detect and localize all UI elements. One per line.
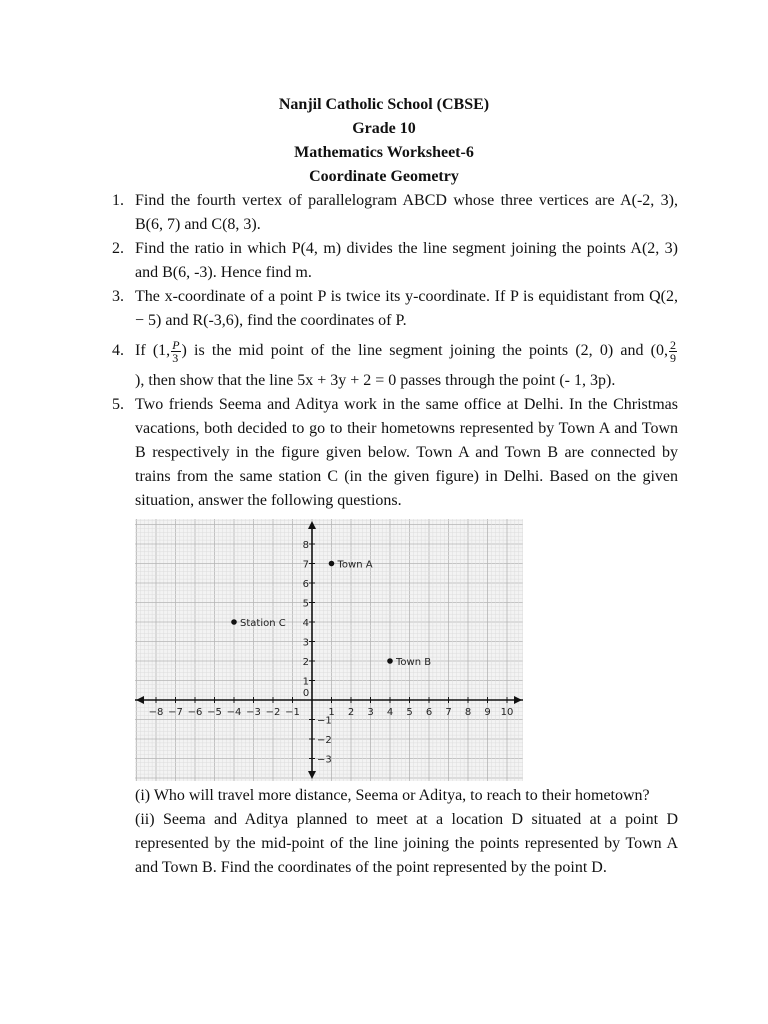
grade-label: Grade 10 [352, 120, 416, 137]
y-tick-label: 4 [302, 618, 309, 629]
question-list [112, 189, 678, 513]
x-tick-label: −2 [265, 707, 281, 718]
x-tick-label: −8 [148, 707, 164, 718]
topic-title: Coordinate Geometry [309, 168, 459, 185]
x-tick-label: 10 [500, 707, 514, 718]
question-text: If (1, [135, 342, 171, 359]
y-tick-label: 5 [302, 598, 309, 610]
y-tick-label: −1 [317, 715, 332, 727]
x-tick-label: 6 [425, 707, 433, 718]
worksheet-title: Mathematics Worksheet-6 [294, 144, 474, 161]
y-tick-label: 7 [302, 559, 309, 571]
question-text: Two friends Seema and Aditya work in the same office at Delhi. In the Christmas vacations, both decided to go to their hometowns represented by Town A and Town B respectively in the figure given below. Town A and Town B are connected by trains from the same station C (in the given figure) in Delhi. Based on the given situation, answer the following questions. [135, 396, 678, 509]
fraction-2-over-9 [669, 339, 677, 364]
x-tick-label: 1 [328, 707, 335, 718]
x-tick-label: −7 [168, 707, 183, 718]
y-tick-label: 8 [302, 540, 309, 551]
point-marker [329, 561, 335, 567]
y-tick-label: −2 [317, 735, 332, 746]
x-tick-label: −5 [207, 707, 222, 718]
x-tick-label: 4 [386, 707, 394, 718]
y-tick-label: 6 [302, 579, 309, 590]
fraction-numerator: P [172, 337, 180, 352]
point-label: Town B [396, 657, 432, 668]
fraction-p-over-3 [171, 339, 180, 364]
question-number: 4. [112, 342, 124, 359]
question-number: 3. [112, 288, 124, 305]
y-tick-label: 2 [302, 657, 309, 668]
sub-question-ii: (ii) Seema and Aditya planned to meet at a location D situated at a point D represented by the mid-point of the line joining the points represented by Town A and Town B. Find the coordinates of the point represented by the point D. [135, 811, 678, 876]
x-tick-label: −6 [187, 707, 203, 718]
question-5 [112, 393, 678, 513]
x-tick-label: 8 [464, 707, 472, 718]
y-tick-label: 1 [302, 676, 309, 688]
question-4 [112, 333, 678, 393]
fraction-denominator: 3 [172, 350, 179, 365]
question-text: ) is the mid point of the line segment joining the points (2, 0) and (0, [181, 342, 669, 359]
x-tick-label: 5 [406, 707, 413, 718]
x-tick-label: −3 [246, 707, 261, 718]
worksheet-header [0, 93, 768, 189]
question-number: 5. [112, 396, 124, 413]
point-label: Station C [240, 618, 286, 629]
question-text: Find the ratio in which P(4, m) divides the line segment joining the points A(2, 3) and B(6, -3). Hence find m. [135, 240, 678, 281]
x-tick-label: 3 [367, 707, 374, 718]
y-tick-label: −3 [317, 754, 332, 766]
fraction-denominator: 9 [670, 350, 677, 365]
school-name: Nanjil Catholic School (CBSE) [278, 96, 490, 113]
y-tick-label: 3 [302, 637, 309, 649]
coordinate-graph [135, 519, 523, 781]
question-2 [112, 237, 678, 285]
question-text: The x-coordinate of a point P is twice its y-coordinate. If P is equidistant from Q(2, − 5) and R(-3,6), find the coordinates of P. [135, 288, 678, 329]
x-tick-label: 0 [302, 688, 310, 699]
question-1 [112, 189, 678, 237]
question-number: 2. [112, 240, 124, 257]
sub-questions [135, 784, 678, 880]
question-number: 1. [112, 192, 124, 209]
question-text: Find the fourth vertex of parallelogram ABCD whose three vertices are A(-2, 3), B(6, 7) and C(8, 3). [135, 192, 678, 233]
x-tick-label: −4 [226, 707, 242, 718]
point-marker [231, 619, 237, 625]
question-3 [112, 285, 678, 333]
x-tick-label: 9 [484, 707, 491, 718]
x-tick-label: 7 [445, 707, 452, 718]
question-text: ), then show that the line 5x + 3y + 2 = 0 passes through the point (- 1, 3p). [135, 372, 616, 389]
sub-question-i: (i) Who will travel more distance, Seema or Aditya, to reach to their hometown? [135, 787, 650, 804]
point-label: Town A [337, 559, 373, 571]
point-marker [387, 658, 393, 664]
x-tick-label: 2 [347, 707, 355, 718]
fraction-numerator: 2 [670, 337, 677, 352]
x-tick-label: −1 [285, 707, 300, 718]
